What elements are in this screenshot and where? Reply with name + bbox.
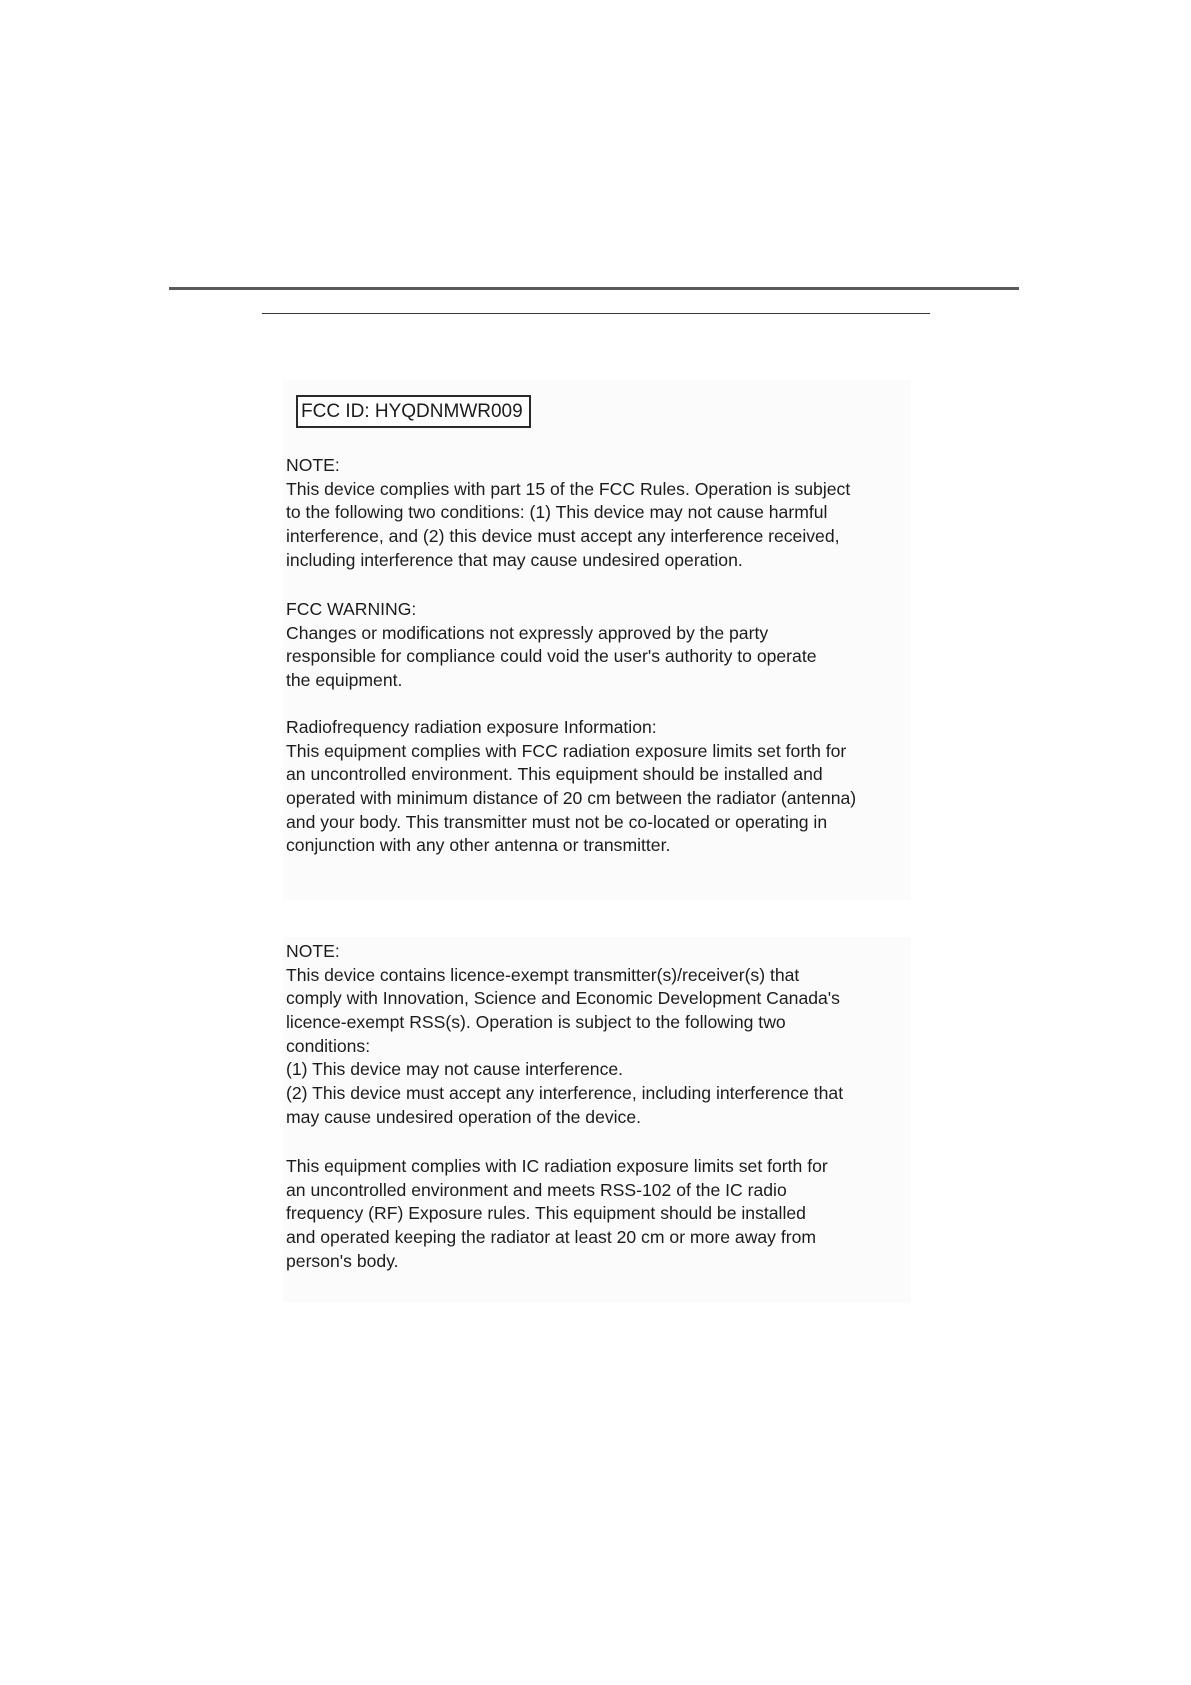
section-heading: FCC WARNING: [286,599,417,619]
text-line: This device complies with part 15 of the FCC Rules. Operation is subject [286,478,851,499]
ic-note-section [286,940,926,1130]
fcc-note-section [286,454,926,572]
text-line: operated with minimum distance of 20 cm between the radiator (antenna) [286,788,857,809]
text-line: an uncontrolled environment. This equipment should be installed and [286,764,823,785]
text-line: frequency (RF) Exposure rules. This equipment should be installed [286,1203,806,1224]
text-line: This equipment complies with IC radiation exposure limits set forth for [286,1156,828,1176]
text-line: the equipment. [286,670,403,691]
text-line: and operated keeping the radiator at least 20 cm or more away from [286,1227,817,1248]
text-line: including interference that may cause undesired operation. [286,549,743,570]
text-line: (1) This device may not cause interference. [286,1059,624,1080]
text-line: Changes or modifications not expressly approved by the party [286,622,769,643]
section-heading: NOTE: [286,941,340,961]
fcc-id-label: FCC ID: HYQDNMWR009 [296,395,531,428]
subheader-rule [262,313,930,314]
text-line: licence-exempt RSS(s). Operation is subject to the following two [286,1012,786,1033]
text-line: comply with Innovation, Science and Economic Development Canada's [286,988,840,1009]
text-line: to the following two conditions: (1) This device may not cause harmful [286,502,828,523]
text-line: and your body. This transmitter must not be co-located or operating in [286,811,828,832]
rf-exposure-section [286,716,926,858]
text-line: interference, and (2) this device must accept any interference received, [286,526,840,547]
text-line: person's body. [286,1250,399,1271]
text-line: This equipment complies with FCC radiation exposure limits set forth for [286,740,847,761]
text-line: responsible for compliance could void the user's authority to operate [286,646,817,667]
text-line: This device contains licence-exempt transmitter(s)/receiver(s) that [286,964,800,985]
text-line: conditions: [286,1035,371,1056]
ic-exposure-section [286,1155,926,1273]
header-rule [169,287,1019,290]
text-line: conjunction with any other antenna or transmitter. [286,835,671,856]
text-line: an uncontrolled environment and meets RSS-102 of the IC radio [286,1179,787,1200]
section-heading: Radiofrequency radiation exposure Information: [286,717,657,737]
section-heading: NOTE: [286,455,340,475]
text-line: may cause undesired operation of the device. [286,1106,642,1127]
text-line: (2) This device must accept any interference, including interference that [286,1083,844,1104]
fcc-warning-section [286,598,926,693]
